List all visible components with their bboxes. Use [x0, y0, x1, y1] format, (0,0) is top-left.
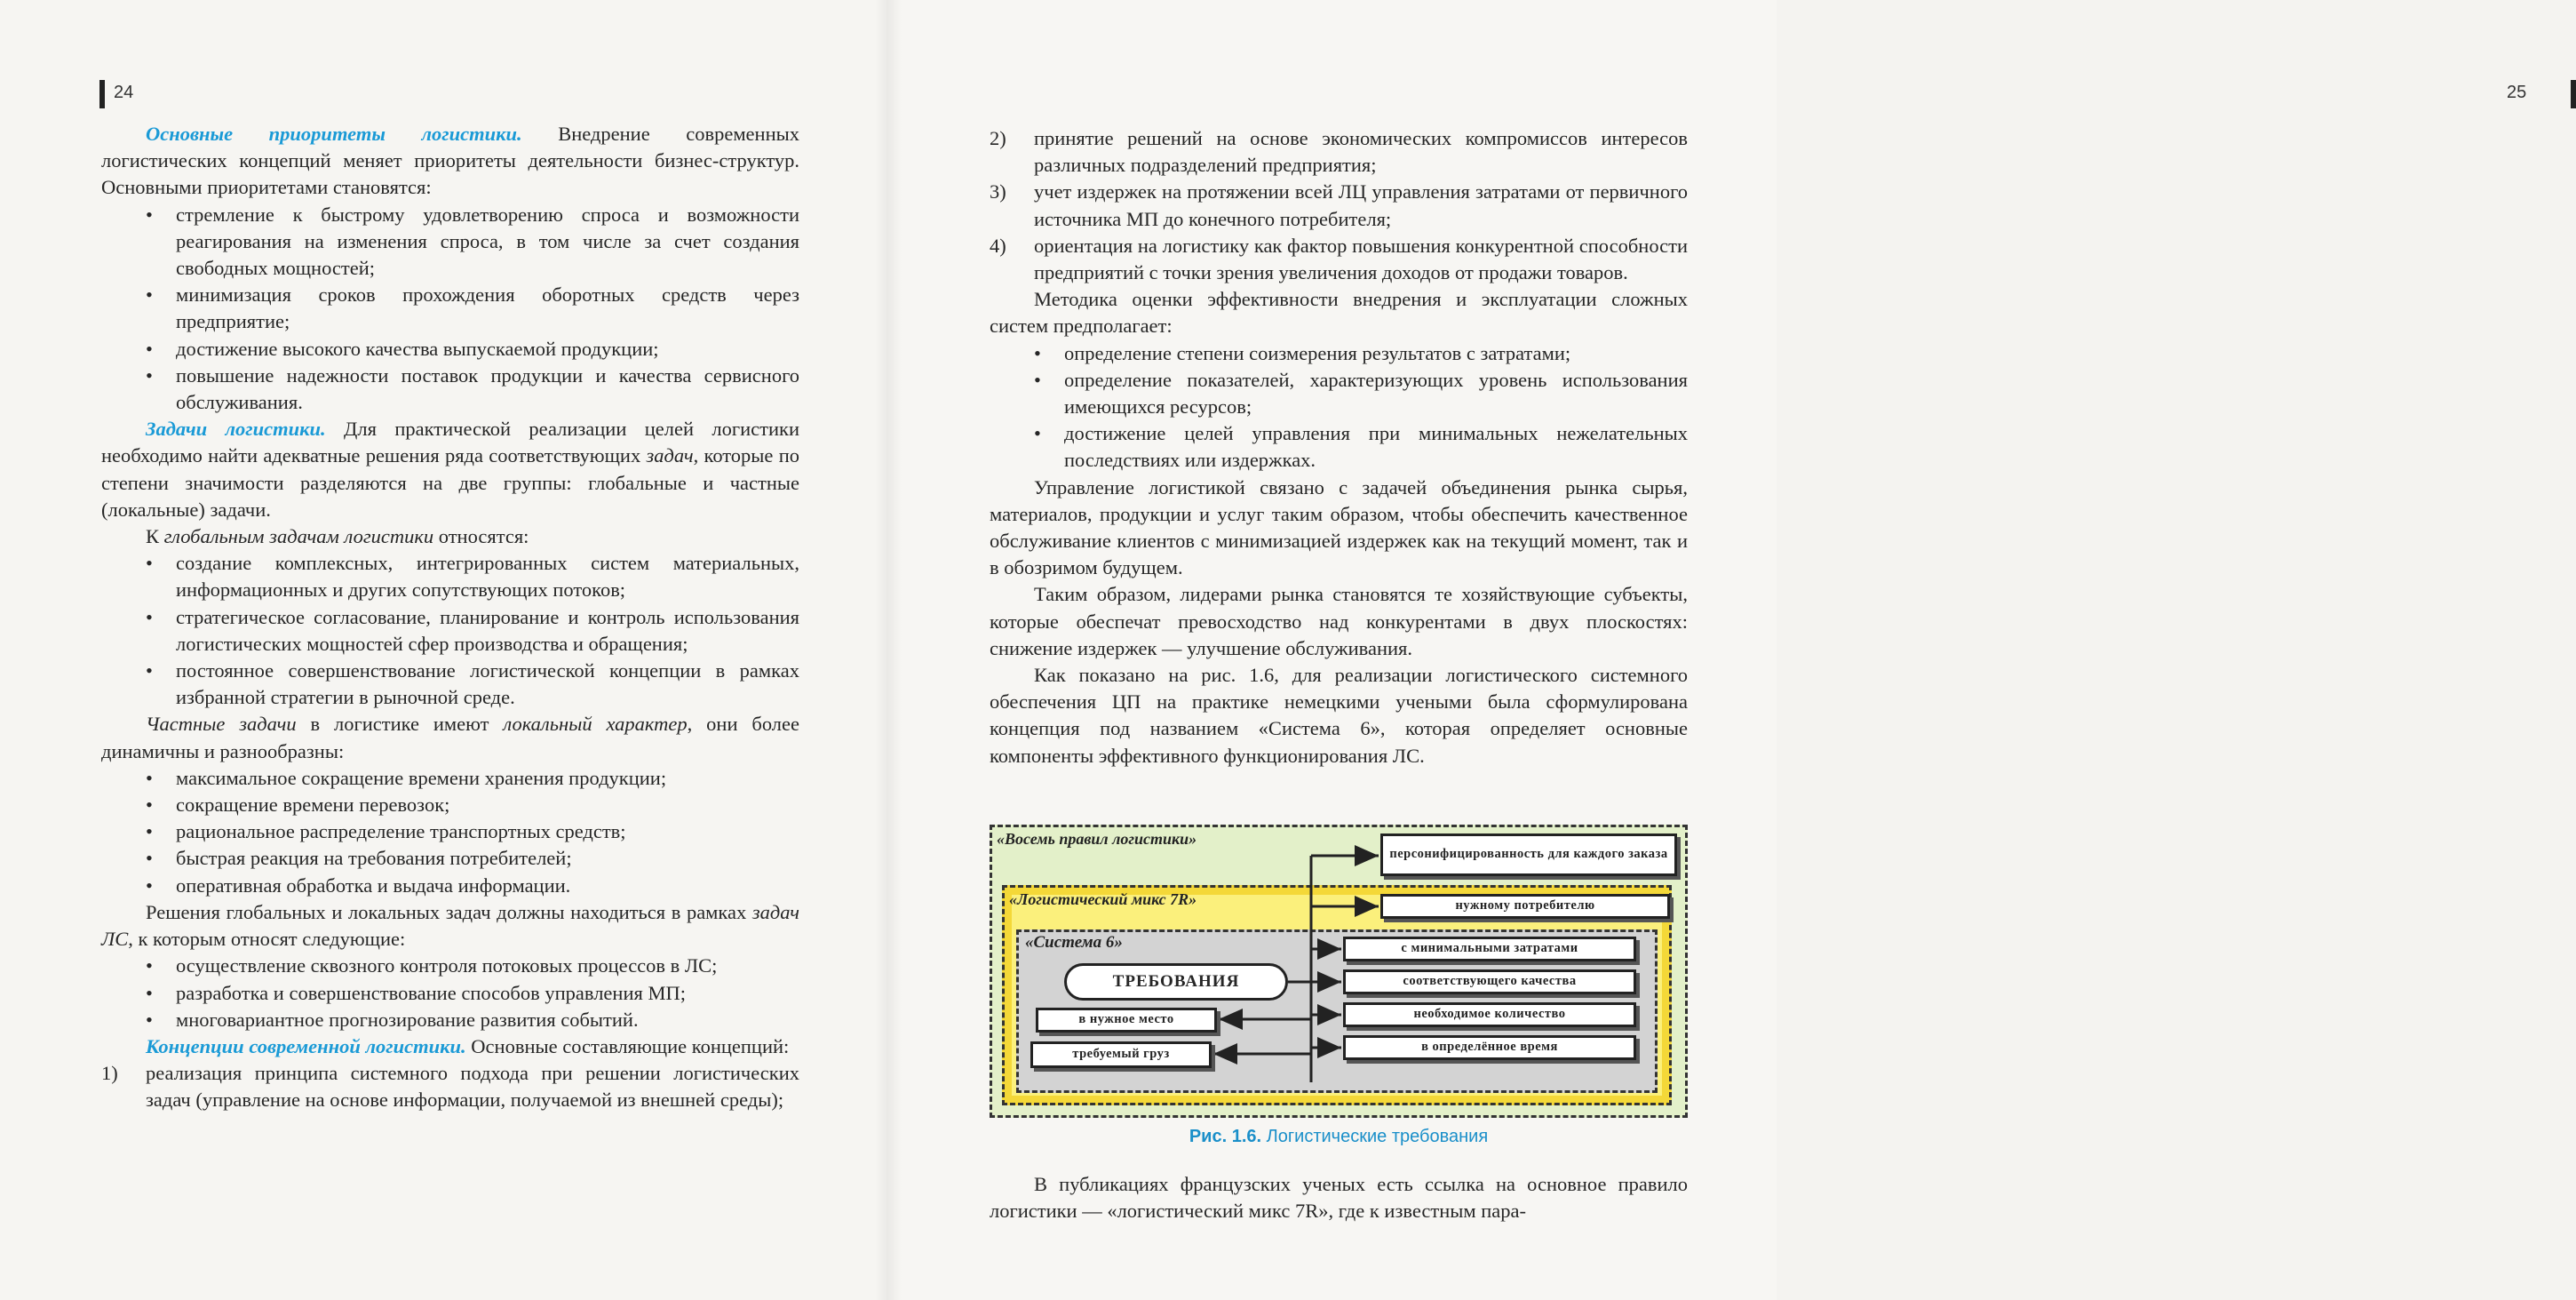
list-item: • многовариантное прогнозирование развития событий. — [101, 1007, 799, 1033]
list-item: • повышение надежности поставок продукции и качества сервисного обслуживания. — [101, 363, 799, 416]
paragraph: Частные задачи в логистике имеют локальный характер, они более динамичны и разнообразны: — [101, 713, 799, 762]
list-item: • оперативная обработка и выдача информации. — [101, 873, 799, 899]
paragraph: Основные приоритеты логистики. Внедрение современных логистических концепций меняет приоритеты деятельности бизнес-структур. Основными приоритетами становятся: — [101, 123, 799, 199]
list-item: • определение степени соизмерения результатов с затратами; — [990, 340, 1688, 367]
numbered-item: 4) ориентация на логистику как фактор повышения конкурентной способности предприятий с точки зрения увеличения доходов от продажи товаров. — [990, 234, 1688, 284]
box-required-cargo: требуемый груз — [1030, 1041, 1212, 1068]
list-item: • стремление к быстрому удовлетворению спроса и возможности реагирования на изменения спроса, в том числе за счет создания свободных мощностей; — [101, 202, 799, 283]
list-item: • минимизация сроков прохождения оборотных средств через предприятие; — [101, 282, 799, 335]
box-right-customer: нужному потребителю — [1380, 894, 1670, 919]
paragraph: Методика оценки эффективности внедрения и эксплуатации сложных систем предполагает: — [990, 288, 1688, 338]
numbered-item: 1) реализация принципа системного подхода при решении логистических задач (управление на основе информации, получаемой из внешней среды); — [101, 1062, 799, 1112]
logistics-requirements-figure — [990, 825, 1688, 1118]
list-item: • разработка и совершенствование способов управления МП; — [101, 980, 799, 1007]
figure-caption: Рис. 1.6. Логистические требования — [1189, 1127, 1489, 1146]
page-marker-bar — [2571, 80, 2576, 108]
box-minimal-costs: с минимальными затратами — [1343, 937, 1636, 961]
list-item: • достижение целей управления при минимальных нежелательных последствиях или издержках. — [990, 420, 1688, 474]
left-column — [101, 121, 799, 1114]
list-item: • рациональное распределение транспортных средств; — [101, 818, 799, 845]
section-heading: Задачи логистики. — [146, 418, 326, 441]
list-item: • создание комплексных, интегрированных систем материальных, информационных и других сопутствующих потоков; — [101, 550, 799, 603]
page-number: 24 — [114, 83, 134, 102]
list-item: • постоянное совершенствование логистической концепции в рамках избранной стратегии в рыночной среде. — [101, 658, 799, 711]
page-number: 25 — [2507, 83, 2527, 102]
paragraph: Решения глобальных и локальных задач должны находиться в рамках задач ЛС, к которым относят следующие: — [101, 900, 799, 951]
box-right-place: в нужное место — [1036, 1008, 1217, 1033]
label-logistics-mix: «Логистический микс 7R» — [1009, 890, 1197, 908]
section-heading: Основные приоритеты логистики. — [146, 123, 522, 145]
list-item: • определение показателей, характеризующих уровень использования имеющихся ресурсов; — [990, 367, 1688, 420]
right-column-tail — [990, 1171, 1688, 1224]
list-item: • осуществление сквозного контроля потоковых процессов в ЛС; — [101, 953, 799, 979]
list-item: • максимальное сокращение времени хранения продукции; — [101, 765, 799, 792]
paragraph: Таким образом, лидерами рынка становятся те хозяйствующие субъекты, которые обеспечат превосходство над конкурентами в двух плоскостях: снижение издержек — улучшение обслуживания. — [990, 583, 1688, 659]
list-item: • стратегическое согласование, планирование и контроль использования логистических мощностей сфер производства и обращения; — [101, 604, 799, 658]
list-item: • достижение высокого качества выпускаемой продукции; — [101, 336, 799, 363]
paragraph: Концепции современной логистики. Основные составляющие концепций: — [146, 1034, 790, 1057]
box-specific-time: в определённое время — [1343, 1035, 1636, 1060]
label-system-6: «Система 6» — [1025, 933, 1123, 952]
paragraph: В публикациях французских ученых есть ссылка на основное правило логистики — «логистический микс 7R», где к известным пара- — [990, 1173, 1688, 1223]
paragraph: К глобальным задачам логистики относятся: — [146, 525, 529, 548]
requirements-node: ТРЕБОВАНИЯ — [1064, 963, 1288, 1001]
numbered-item: 2) принятие решений на основе экономических компромиссов интересов различных подразделений предприятия; — [990, 127, 1688, 177]
list-item: • сокращение времени перевозок; — [101, 792, 799, 818]
book-gutter — [875, 0, 902, 1300]
paragraph: Управление логистикой связано с задачей объединения рынка сырья, материалов, продукции и услуг таким образом, чтобы обеспечить качественное обслуживание клиентов с минимизацией издержек как на текущий момент, так и в обозримом будущем. — [990, 475, 1688, 579]
box-required-quantity: необходимое количество — [1343, 1002, 1636, 1027]
list-item: • быстрая реакция на требования потребителей; — [101, 845, 799, 872]
box-proper-quality: соответствующего качества — [1343, 969, 1636, 994]
section-heading: Концепции современной логистики. — [146, 1034, 466, 1057]
left-page — [0, 0, 888, 1300]
box-personalization: персонифицированность для каждого заказа — [1380, 833, 1677, 876]
paragraph: Как показано на рис. 1.6, для реализации логистического системного обеспечения ЦП на практике немецкими учеными была сформулирована концепция под названием «Система 6», которая определяет основные компоненты эффективного функционирования ЛС. — [990, 664, 1688, 767]
label-eight-rules: «Восемь правил логистики» — [997, 830, 1197, 848]
numbered-item: 3) учет издержек на протяжении всей ЛЦ управления затратами от первичного источника МП до конечного потребителя; — [990, 180, 1688, 230]
right-column — [990, 125, 1688, 770]
paragraph: Задачи логистики. Для практической реализации целей логистики необходимо найти адекватные решения ряда соответствующих задач, которые по степени значимости разделяются на две группы: глобальные и частные (локальные) задачи. — [101, 418, 799, 521]
